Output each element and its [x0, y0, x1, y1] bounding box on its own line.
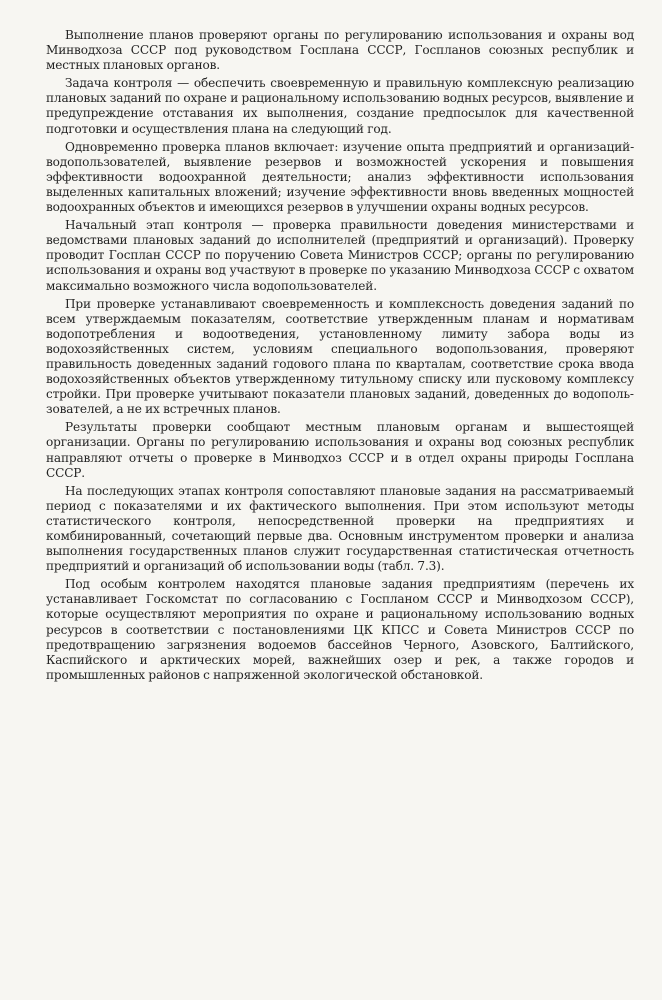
paragraph: Начальный этап контроля — проверка правильности доведения министерствами и ведомствами плановых заданий до исполнителей (предприятий и организаций). Проверку проводит Госплан СССР по поручению Совета Министров СССР; органы по регулированию использования и охраны вод участвуют в проверке по указанию Минводхоза СССР с охватом максимально возможного числа водопользователей.: [46, 218, 634, 293]
paragraph: При проверке устанавливают своевременность и комплексность доведения заданий по всем утверждаемым показателям, соответствие утвержденным планам и нормативам водопотребления и водоотведения, установленному лимиту забора воды из водохозяйственных систем, условиям специального водопользования, проверяют правильность доведенных заданий годового плана по кварталам, соответствие срока ввода водохозяйственных объектов утвержденному титульному списку или пусковому комплексу стройки. При проверке учитывают показатели плановых заданий, доведенных до водопользователей, а не их встречных планов.: [46, 296, 634, 417]
document-page: [46, 28, 634, 686]
paragraph: Результаты проверки сообщают местным плановым органам и вышестоящей организации. Органы по регулированию использования и охраны вод союзных республик направляют отчеты о проверке в Минводхоз СССР и в отдел охраны природы Госплана СССР.: [46, 420, 634, 480]
paragraph: Под особым контролем находятся плановые задания предприятиям (перечень их устанавливает Госкомстат по согласованию с Госпланом СССР и Минводхозом СССР), которые осуществляют мероприятия по охране и рациональному использованию водных ресурсов в соответствии с постановлениями ЦК КПСС и Совета Министров СССР по предотвращению загрязнения водоемов бассейнов Черного, Азовского, Балтийского, Каспийского и арктических морей, важнейших озер и рек, а также городов и промышленных районов с напряженной экологической обстановкой.: [46, 577, 634, 682]
paragraph: Задача контроля — обеспечить своевременную и правильную комплексную реализацию плановых заданий по охране и рациональному использованию водных ресурсов, выявление и предупреждение отставания их выполнения, создание предпосылок для качественной подготовки и осуществления плана на следующий год.: [46, 76, 634, 136]
paragraph: Одновременно проверка планов включает: изучение опыта предприятий и организаций-водопользователей, выявление резервов и возможностей ускорения и повышения эффективности водоохранной деятельности; анализ эффективности использования выделенных капитальных вложений; изучение эффективности вновь введенных мощностей водоохранных объектов и имеющихся резервов в улучшении охраны водных ресурсов.: [46, 139, 634, 215]
paragraph: На последующих этапах контроля сопоставляют плановые задания на рассматриваемый период с показателями и их фактического выполнения. При этом используют методы статистического контроля, непосредственной проверки на предприятиях и комбинированный, сочетающий первые два. Основным инструментом проверки и анализа выполнения государственных планов служит государственная статистическая отчетность предприятий и организаций об использовании воды (табл. 7.3).: [46, 483, 634, 574]
paragraph: Выполнение планов проверяют органы по регулированию использования и охраны вод Минводхоза СССР под руководством Госплана СССР, Госпланов союзных республик и местных плановых органов.: [46, 28, 634, 73]
